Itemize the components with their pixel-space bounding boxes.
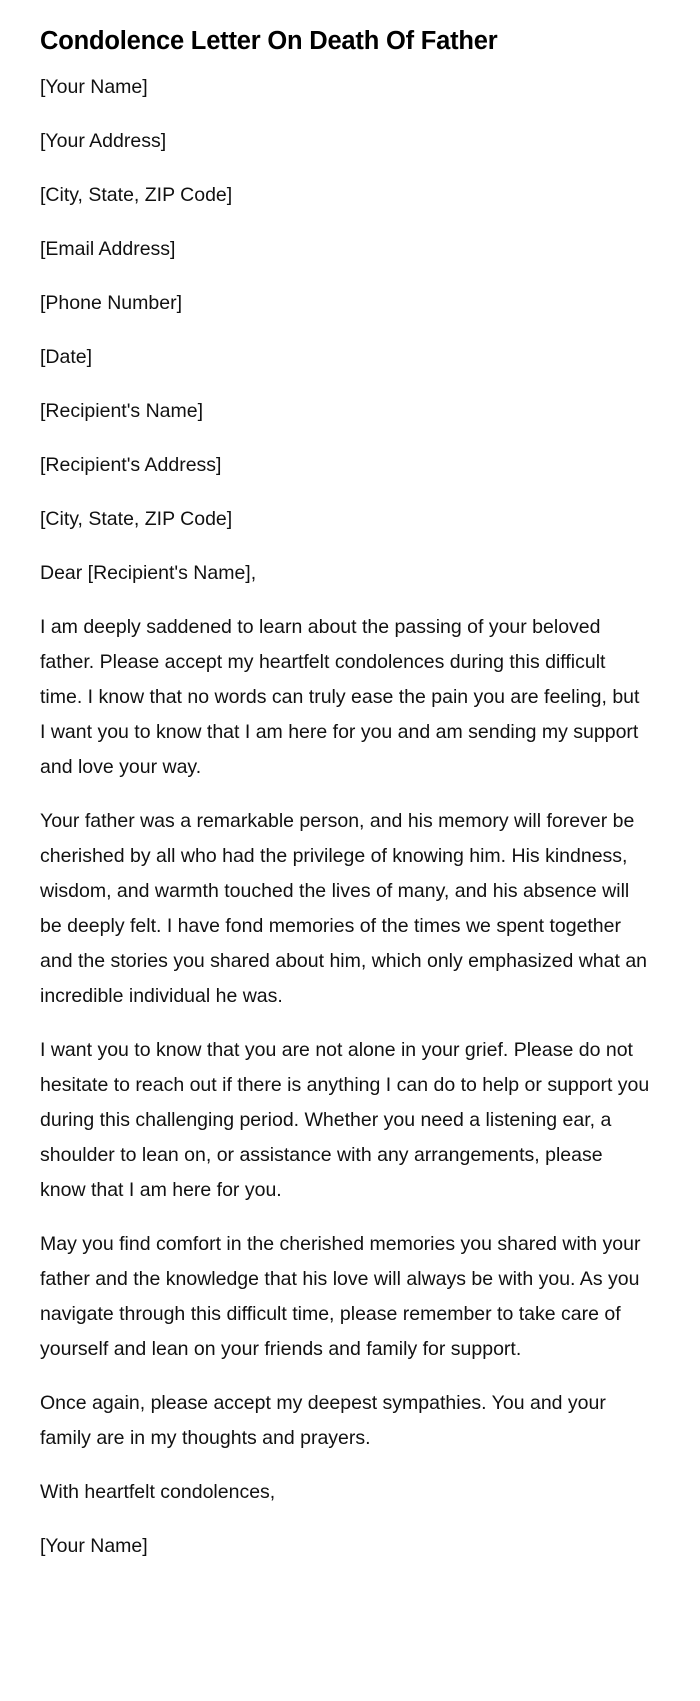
sender-phone: [Phone Number] <box>40 292 182 314</box>
body-paragraph: I want you to know that you are not alone in your grief. Please do not hesitate to reach out if there is anything I can do to help or support you during this challenging period. Whether you need a listening ear, a shoulder to lean on, or assistance with any arrangements, please know that I am here for you. <box>40 1039 650 1201</box>
letter-document <box>40 22 650 1583</box>
letter-date: [Date] <box>40 346 93 368</box>
salutation: Dear [Recipient's Name], <box>40 562 257 584</box>
body-paragraph: I am deeply saddened to learn about the passing of your beloved father. Please accept my heartfelt condolences during this difficult time. I know that no words can truly ease the pain you are feeling, but I want you to know that I am here for you and am sending my support and love your way. <box>40 616 640 778</box>
sender-city-state-zip: [City, State, ZIP Code] <box>40 184 233 206</box>
recipient-city-state-zip: [City, State, ZIP Code] <box>40 508 233 530</box>
body-paragraph: Once again, please accept my deepest sympathies. You and your family are in my thoughts and prayers. <box>40 1392 606 1449</box>
sender-email: [Email Address] <box>40 238 176 260</box>
body-paragraph: May you find comfort in the cherished memories you shared with your father and the knowledge that his love will always be with you. As you navigate through this difficult time, please remember to take care of yourself and lean on your friends and family for support. <box>40 1233 641 1360</box>
sender-name: [Your Name] <box>40 76 148 98</box>
sender-address: [Your Address] <box>40 130 167 152</box>
document-title: Condolence Letter On Death Of Father <box>40 27 498 55</box>
recipient-name: [Recipient's Name] <box>40 400 204 422</box>
recipient-address: [Recipient's Address] <box>40 454 222 476</box>
closing: With heartfelt condolences, <box>40 1481 276 1503</box>
body-paragraph: Your father was a remarkable person, and his memory will forever be cherished by all who had the privilege of knowing him. His kindness, wisdom, and warmth touched the lives of many, and his absence will be deeply felt. I have fond memories of the times we spent together and the stories you shared about him, which only emphasized what an incredible individual he was. <box>40 810 648 1007</box>
signature-name: [Your Name] <box>40 1535 148 1557</box>
